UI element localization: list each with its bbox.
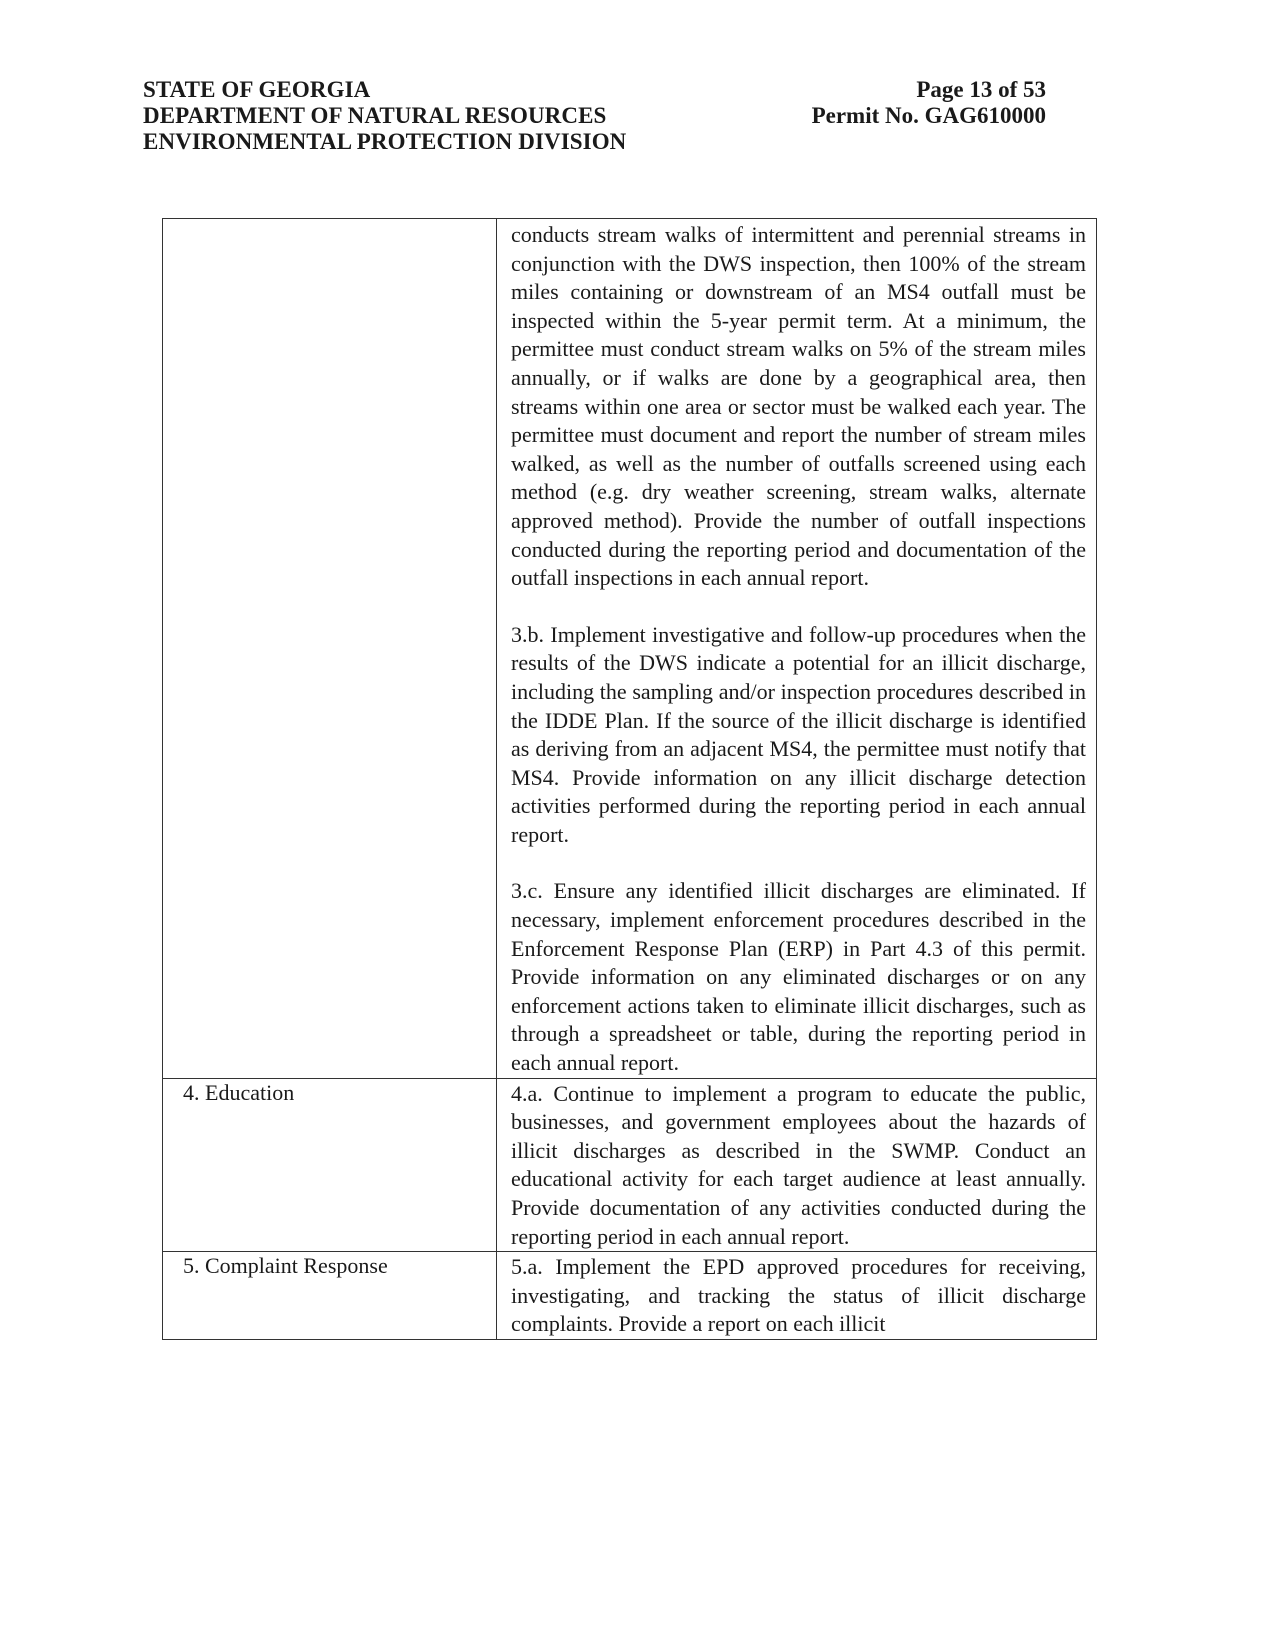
bmp-cell: 5. Complaint Response bbox=[163, 1252, 497, 1340]
table-row bbox=[163, 1252, 1097, 1340]
requirement-cell bbox=[497, 1252, 1097, 1340]
requirement-paragraph: conducts stream walks of intermittent and perennial streams in conjunction with the DWS inspection, then 100% of the stream miles containing or downstream of an MS4 outfall must be inspected within the 5-year permit term. At a minimum, the permittee must conduct stream walks on 5% of the stream miles annually, or if walks are done by a geographical area, then streams within one area or sector must be walked each year. The permittee must document and report the number of stream miles walked, as well as the number of outfalls screened using each method (e.g. dry weather screening, stream walks, alternate approved method). Provide the number of outfall inspections conducted during the reporting period and documentation of the outfall inspections in each annual report. bbox=[511, 222, 1086, 591]
agency-header bbox=[143, 77, 626, 155]
bmp-cell bbox=[163, 219, 497, 1079]
permit-number: Permit No. GAG610000 bbox=[811, 103, 1046, 128]
requirement-paragraph: 5.a. Implement the EPD approved procedures for receiving, investigating, and tracking the status of illicit discharge complaints. Provide a report on each illicit bbox=[511, 1254, 1086, 1337]
page-number: Page 13 of 53 bbox=[916, 77, 1046, 102]
page-info-header bbox=[791, 77, 1046, 129]
requirement-paragraph: 3.c. Ensure any identified illicit discharges are eliminated. If necessary, implement enforcement procedures described in the Enforcement Response Plan (ERP) in Part 4.3 of this permit. Provide information on any eliminated discharges or on any enforcement actions taken to eliminate illicit discharges, such as through a spreadsheet or table, during the reporting period in each annual report. bbox=[511, 878, 1086, 1076]
bmp-cell: 4. Education bbox=[163, 1078, 497, 1252]
agency-state: STATE OF GEORGIA bbox=[143, 77, 371, 102]
requirements-table bbox=[162, 218, 1097, 1340]
table-row bbox=[163, 219, 1097, 1079]
requirement-cell bbox=[497, 219, 1097, 1079]
requirement-paragraph: 3.b. Implement investigative and follow-up procedures when the results of the DWS indicate a potential for an illicit discharge, including the sampling and/or inspection procedures described in the IDDE Plan. If the source of the illicit discharge is identified as deriving from an adjacent MS4, the permittee must notify that MS4. Provide information on any illicit discharge detection activities performed during the reporting period in each annual report. bbox=[511, 621, 1086, 847]
requirement-cell bbox=[497, 1078, 1097, 1252]
agency-department: DEPARTMENT OF NATURAL RESOURCES bbox=[143, 103, 607, 128]
agency-division: ENVIRONMENTAL PROTECTION DIVISION bbox=[143, 129, 627, 154]
table-row bbox=[163, 1078, 1097, 1252]
requirement-paragraph: 4.a. Continue to implement a program to educate the public, businesses, and government employees about the hazards of illicit discharges as described in the SWMP. Conduct an educational activity for each target audience at least annually. Provide documentation of any activities conducted during the reporting period in each annual report. bbox=[511, 1080, 1086, 1249]
